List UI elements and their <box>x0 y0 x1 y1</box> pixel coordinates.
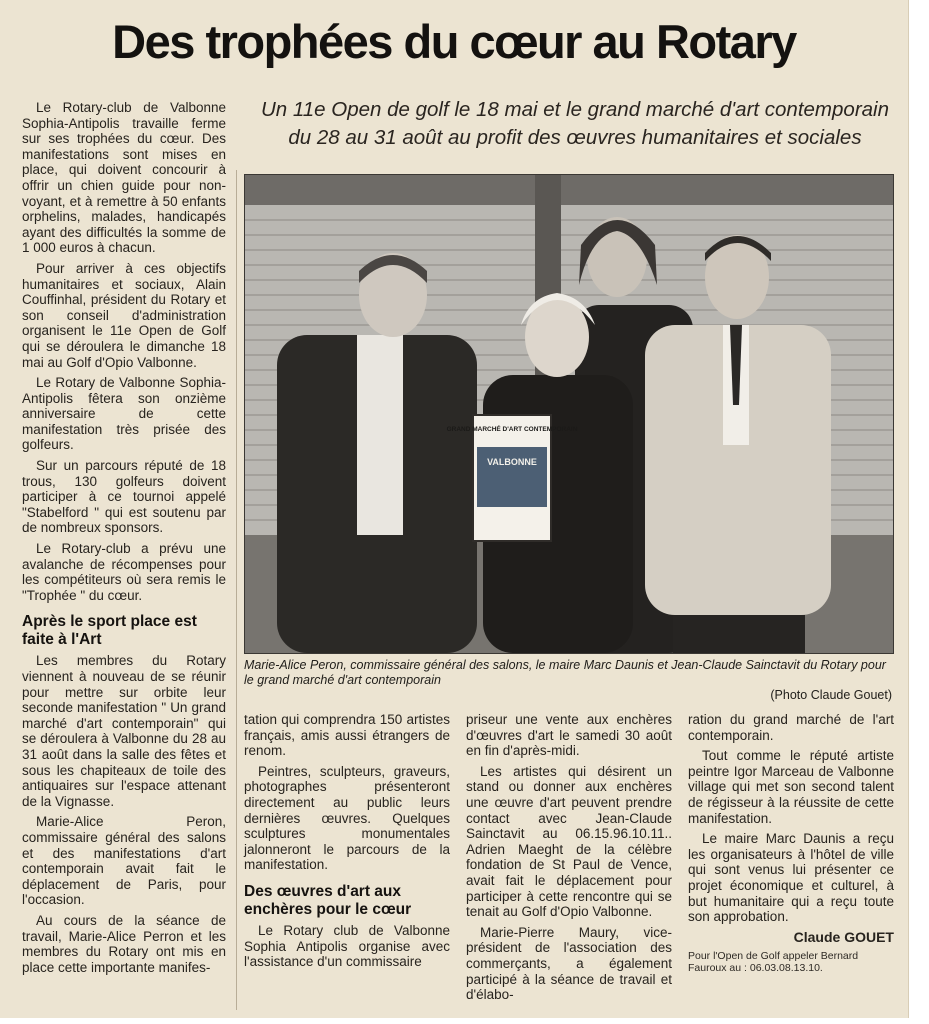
subheadline: Un 11e Open de golf le 18 mai et le grand marché d'art contemporain du 28 au 31 août au profit des œuvres humanitaires et sociales <box>260 98 889 149</box>
column-divider <box>236 170 237 1010</box>
poster-title: GRAND MARCHÉ D'ART CONTEMPORAIN <box>446 426 578 433</box>
paragraph: Le Rotary-club a prévu une avalanche de récompenses pour les compétiteurs où sera remis le "Trophée " du cœur. <box>22 541 226 603</box>
paragraph: Les membres du Rotary viennent à nouveau de se réunir pour mettre sur orbite leur seconde manifestation " Un grand marché d'art contemporain" qui se déroulera à Valbonne du 28 au 31 août dans la salle des fêtes et sous les chapiteaux de toile des antiquaires sur l'espace attenant de la Vignasse. <box>22 653 226 809</box>
section-heading: Des œuvres d'art aux enchères pour le cœur <box>244 882 412 918</box>
paragraph: Au cours de la séance de travail, Marie-Alice Perron et les membres du Rotary ont mis en place cette importante manifes- <box>22 912 226 975</box>
paragraph: Le Rotary de Valbonne Sophia-Antipolis fêtera son onzième anniversaire de cette manifestation très prisée des golfeurs. <box>22 375 226 453</box>
paragraph: Sur un parcours réputé de 18 trous, 130 golfeurs doivent participer à ce tournoi appelé "Stabelford " qui est soutenu par de nombreux sponsors. <box>22 458 226 536</box>
article-column-3 <box>466 712 672 1003</box>
photo-caption <box>244 658 892 703</box>
author-signature: Claude GOUET <box>793 928 894 945</box>
article-column-1 <box>22 100 226 975</box>
paragraph: Pour arriver à ces objectifs humanitaires et sociaux, Alain Couffinhal, président du Rotary et son conseil d'administration organisent le 11e Open de Golf qui se déroulera le dimanche 18 mai au Golf d'Opio Valbonne. <box>22 260 226 370</box>
paragraph: Le Rotary club de Valbonne Sophia Antipolis organise avec l'assistance d'un commissaire <box>244 922 450 970</box>
paragraph: Le Rotary-club de Valbonne Sophia-Antipolis travaille ferme sur ses trophées du cœur. Des manifestations sont mises en place, qui doivent concourir à offrir un chien guide pour non-voyant, et à remettre à 50 enfants orphelins, malades, handicapés ayant des difficultés la somme de 1 000 euros à chacun. <box>22 100 226 256</box>
paragraph: Le maire Marc Daunis a reçu les organisateurs à l'hôtel de ville qui sont venus lui présenter ce projet économique et culturel, à but humanitaire qui a reçu toute son approbation. <box>688 831 894 925</box>
section-heading: Après le sport place est faite à l'Art <box>22 613 197 649</box>
photo-credit: (Photo Claude Gouet) <box>770 688 892 702</box>
paragraph: ration du grand marché de l'art contemporain. <box>688 712 894 743</box>
article-column-2 <box>244 712 450 970</box>
footnote: Pour l'Open de Golf appeler Bernard Fauroux au : 06.03.08.13.10. <box>688 950 859 975</box>
paragraph: Les artistes qui désirent un stand ou donner aux enchères une œuvre d'art peuvent prendre contact avec Jean-Claude Sainctavit au 06.15.96.10.11.. Adrien Maeght de la célèbre fondation de St Paul de Vence, avait fait le déplacement pour participer à cette rencontre qui se tenait au Golf d'Opio Valbonne. <box>466 763 672 920</box>
paragraph: Marie-Pierre Maury, vice-président de l'association des commerçants, a également participé à la séance de travail et d'élabo- <box>466 924 672 1003</box>
poster-place: VALBONNE <box>487 457 537 467</box>
headline: Des trophées du cœur au Rotary <box>112 15 796 68</box>
paragraph: tation qui comprendra 150 artistes français, amis aussi étrangers de renom. <box>244 712 450 759</box>
paragraph: priseur une vente aux enchères d'œuvres d'art le samedi 30 août en fin d'après-midi. <box>466 712 672 759</box>
news-photo <box>244 174 894 654</box>
caption-text: Marie-Alice Peron, commissaire général des salons, le maire Marc Daunis et Jean-Claude Sainctavit du Rotary pour le grand marché d'art contemporain <box>244 658 886 687</box>
paragraph: Peintres, sculpteurs, graveurs, photographes présenteront directement au public leurs dernières œuvres. Quelques sculptures monumentales jalonneront le parcours de la manifestation. <box>244 763 450 873</box>
paragraph: Marie-Alice Peron, commissaire général des salons et des manifestations d'art contemporain avait fait le déplacement de Paris, pour l'occasion. <box>22 814 226 908</box>
photo-illustration <box>245 175 893 653</box>
article-column-4 <box>688 712 894 974</box>
paragraph: Tout comme le réputé artiste peintre Igor Marceau de Valbonne village qui met son second talent de régisseur à la réussite de cette manifestation. <box>688 748 894 826</box>
